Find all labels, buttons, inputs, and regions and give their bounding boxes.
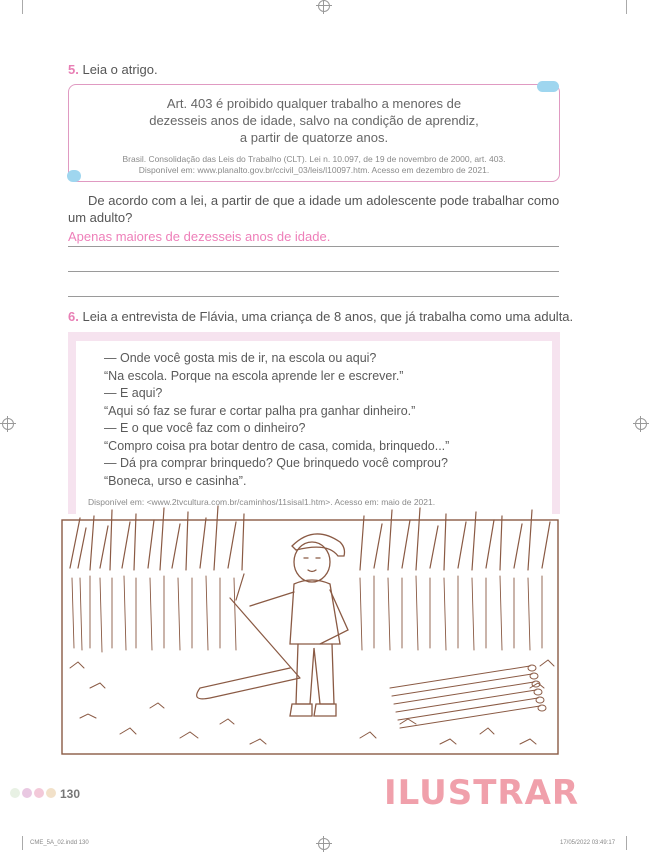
arm-left bbox=[250, 592, 294, 606]
arm-right bbox=[320, 590, 348, 644]
interview-source: Disponível em: <www.2tvcultura.com.br/caminhos/11sisal1.htm>. Acesso em: maio de 2021. bbox=[88, 497, 436, 507]
registration-mark-top bbox=[318, 0, 330, 12]
decorative-tab bbox=[537, 81, 559, 92]
interview-box bbox=[68, 332, 560, 514]
grass-background bbox=[70, 506, 550, 570]
page-number: 130 bbox=[60, 787, 81, 801]
head bbox=[294, 542, 330, 582]
interview-line: “Boneca, urso e casinha”. bbox=[104, 473, 247, 488]
law-line: a partir de quatorze anos. bbox=[239, 130, 389, 145]
registration-mark-bottom bbox=[318, 838, 330, 850]
crop-mark bbox=[22, 0, 23, 14]
interview-text bbox=[104, 350, 449, 490]
answer-line-2[interactable] bbox=[68, 253, 559, 272]
answer-line-1[interactable] bbox=[68, 228, 559, 247]
cap bbox=[292, 534, 345, 556]
child-figure bbox=[250, 534, 348, 716]
illustrate-stamp: ILUSTRAR bbox=[384, 773, 580, 813]
crop-mark bbox=[626, 836, 627, 850]
answer-line-3[interactable] bbox=[68, 278, 559, 297]
interview-line: “Aqui só faz se furar e cortar palha pra ganhar dinheiro.” bbox=[104, 403, 416, 418]
answer-text: Apenas maiores de dezesseis anos de idade. bbox=[68, 229, 331, 244]
question-number: 6. bbox=[68, 309, 79, 324]
law-source bbox=[69, 154, 559, 176]
question-6-prompt bbox=[68, 309, 573, 324]
interview-line: — Dá pra comprar brinquedo? Que brinquedo você comprou? bbox=[104, 456, 448, 470]
interview-line: — Onde você gosta mis de ir, na escola ou aqui? bbox=[104, 351, 377, 365]
source-line: Brasil. Consolidação das Leis do Trabalho (CLT). Lei n. 10.097, de 19 de novembro de 2000, art. 403. bbox=[122, 154, 506, 164]
interview-line: — E o que você faz com o dinheiro? bbox=[104, 421, 306, 435]
law-quote-box bbox=[68, 84, 560, 182]
question-line: De acordo com a lei, a partir de que a idade um adolescente pode trabalhar como bbox=[88, 193, 560, 208]
page-number-area bbox=[10, 785, 80, 803]
question-5-prompt bbox=[68, 62, 158, 77]
boots bbox=[290, 704, 336, 716]
illustration-child-cutting-sisal bbox=[60, 498, 560, 756]
legs bbox=[296, 644, 334, 704]
law-line: Art. 403 é proibido qualquer trabalho a menores de bbox=[166, 96, 462, 111]
law-line: dezesseis anos de idade, salvo na condição de aprendiz, bbox=[149, 113, 479, 128]
shirt bbox=[290, 580, 340, 644]
footer-file: CME_5A_02.indd 130 bbox=[30, 840, 89, 846]
question-line: um adulto? bbox=[68, 210, 133, 225]
decorative-tab bbox=[67, 170, 81, 182]
stalks bbox=[72, 576, 542, 652]
law-text bbox=[69, 95, 559, 146]
registration-mark-right bbox=[635, 418, 647, 430]
question-text: Leia a entrevista de Flávia, uma criança de 8 anos, que já trabalha como uma adulta. bbox=[82, 309, 574, 324]
stick-bundle bbox=[390, 665, 546, 728]
crop-mark bbox=[22, 836, 23, 850]
registration-mark-left bbox=[2, 418, 14, 430]
crop-mark bbox=[626, 0, 627, 14]
question-number: 5. bbox=[68, 62, 79, 77]
page-dots bbox=[10, 785, 58, 803]
footer-date: 17/05/2022 03:49:17 bbox=[560, 840, 616, 846]
machete-and-leaf bbox=[197, 574, 300, 699]
question-text: Leia o atrigo. bbox=[82, 62, 158, 77]
interview-line: — E aqui? bbox=[104, 386, 163, 400]
interview-line: “Na escola. Porque na escola aprende ler e escrever.” bbox=[104, 368, 404, 383]
interview-inner bbox=[76, 341, 552, 514]
question-5-body bbox=[68, 192, 560, 226]
interview-line: “Compro coisa pra botar dentro de casa, comida, brinquedo...” bbox=[104, 438, 450, 453]
source-line: Disponível em: www.planalto.gov.br/ccivil_03/leis/l10097.htm. Acesso em dezembro de 2021. bbox=[138, 165, 490, 175]
